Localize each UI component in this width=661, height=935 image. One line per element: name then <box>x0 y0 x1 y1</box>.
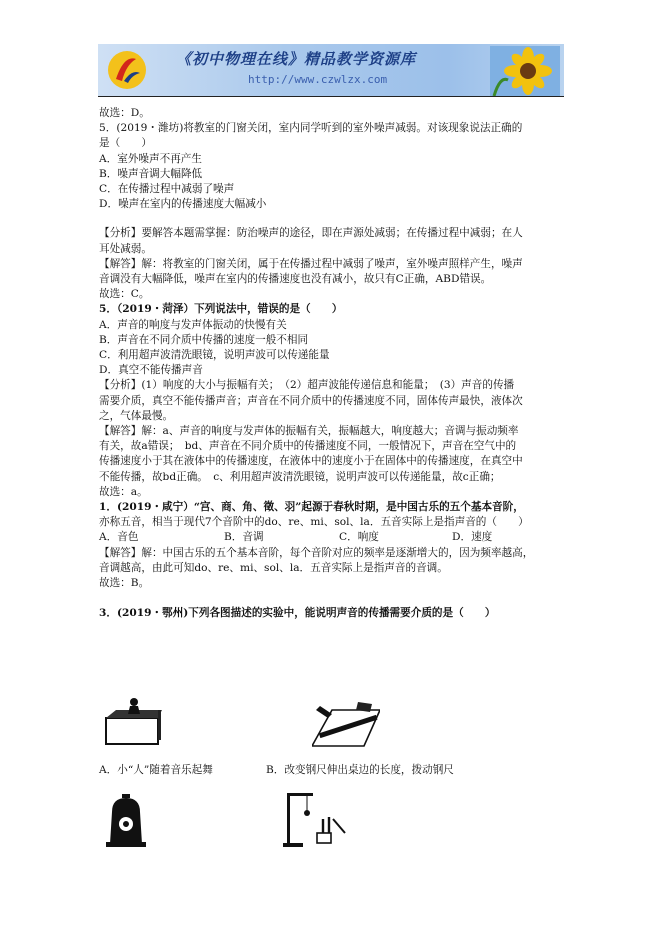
solution-text-cont: 不能传播，故bd正确。 c、利用超声波清洗眼镜，说明声波可以传递能量，故c正确； <box>99 470 501 483</box>
option-a: A．声音的响度与发声体振动的快慢有关 <box>99 318 287 331</box>
sunflower-icon <box>490 46 560 96</box>
option-a: A．室外噪声不再产生 <box>99 152 202 165</box>
answer-line: 故选：B。 <box>99 577 150 590</box>
option-a: A．音色 <box>99 531 139 544</box>
question-stem-cont: 是（ ） <box>99 137 152 150</box>
question-stem: 5．（2019・菏泽）下列说法中，错误的是（ ） <box>99 303 343 316</box>
header-banner <box>98 44 564 96</box>
solution-text-cont: 音调没有大幅降低，噪声在室内的传播速度也没有减小，故只有C正确，ABD错误。 <box>99 273 492 286</box>
option-b: B．噪声音调大幅降低 <box>99 167 203 180</box>
option-b: B．音调 <box>224 531 264 544</box>
solution-text-cont: 有关，故a错误； bd、声音在不同介质中的传播速度不同，一般情况下，声音在空气中的 <box>99 440 517 453</box>
question-stem-cont: 亦称五音，相当于现代7个音阶中的do、re、mi、sol、la．五音实际上是指声音的（ ） <box>99 516 529 529</box>
solution-text: 【解答】解：中国古乐的五个基本音阶，每个音阶对应的频率是逐渐增大的，因为频率越高， <box>99 546 534 559</box>
option-b: B．声音在不同介质中传播的速度一般不相同 <box>99 333 309 346</box>
analysis-text-cont: 之，气体最慢。 <box>99 409 174 422</box>
figure-b-caption: B．改变钢尺伸出桌边的长度，拨动钢尺 <box>266 764 454 776</box>
answer-line: 故选：D。 <box>99 107 150 119</box>
figure-a-caption: A．小“人”随着音乐起舞 <box>99 764 213 776</box>
analysis-text: 【分析】(1）响度的大小与振幅有关； （2）超声波能传递信息和能量； (3）声音的传播 <box>99 379 515 392</box>
document-body <box>99 106 567 622</box>
figure-c-bell-jar <box>106 794 146 848</box>
question-stem: 5．(2019・潍坊)将教室的门窗关闭，室内同学听到的室外噪声减弱。对该现象说法正确的 <box>99 122 523 135</box>
header-rule <box>98 96 564 97</box>
option-c: C．在传播过程中减弱了噪声 <box>99 183 235 196</box>
answer-line: 故选：C。 <box>99 288 150 301</box>
figure-a-speaker-dancer <box>104 696 162 748</box>
analysis-text-cont: 需要介质，真空不能传播声音；声音在不同介质中的传播速度不同，固体传声最快，液体次 <box>99 394 523 407</box>
option-c: C．利用超声波清洗眼镜，说明声波可以传递能量 <box>99 349 330 362</box>
analysis-text-cont: 耳处减弱。 <box>99 242 152 255</box>
option-d: D．真空不能传播声音 <box>99 364 203 377</box>
option-d: D．噪声在室内的传播速度大幅减小 <box>99 198 267 211</box>
solution-text-cont: 音调越高，由此可知do、re、mi、sol、la．五音实际上是指声音的音调。 <box>99 561 448 574</box>
option-c: C．响度 <box>339 531 379 544</box>
analysis-text: 【分析】要解答本题需掌握：防治噪声的途径，即在声源处减弱；在传播过程中减弱；在人 <box>99 227 523 240</box>
option-d: D．速度 <box>452 531 493 544</box>
question-stem: 1．(2019・咸宁）“宫、商、角、徵、羽”起源于春秋时期，是中国古乐的五个基本音阶， <box>99 501 524 514</box>
solution-text-cont: 传播速度小于其在液体中的传播速度，在液体中的速度小于在固体中的传播速度，在真空中 <box>99 455 523 468</box>
question-stem: 3．(2019・鄂州)下列各图描述的实验中，能说明声音的传播需要介质的是（ ） <box>99 607 496 620</box>
answer-line: 故选：a。 <box>99 485 148 498</box>
figure-d-tuning-fork <box>283 789 353 849</box>
header-title: 《初中物理在线》精品教学资源库 <box>176 50 417 68</box>
figure-b-steel-ruler <box>312 700 380 748</box>
choice-row <box>99 530 567 545</box>
solution-text: 【解答】解：将教室的门窗关闭，属于在传播过程中减弱了噪声，室外噪声照样产生，噪声 <box>99 257 523 270</box>
header-url[interactable]: http://www.czwlzx.com <box>248 73 388 86</box>
solution-text: 【解答】解：a、声音的响度与发声体的振幅有关，振幅越大，响度越大；音调与振动频率 <box>99 425 519 438</box>
site-logo-icon <box>106 49 148 91</box>
